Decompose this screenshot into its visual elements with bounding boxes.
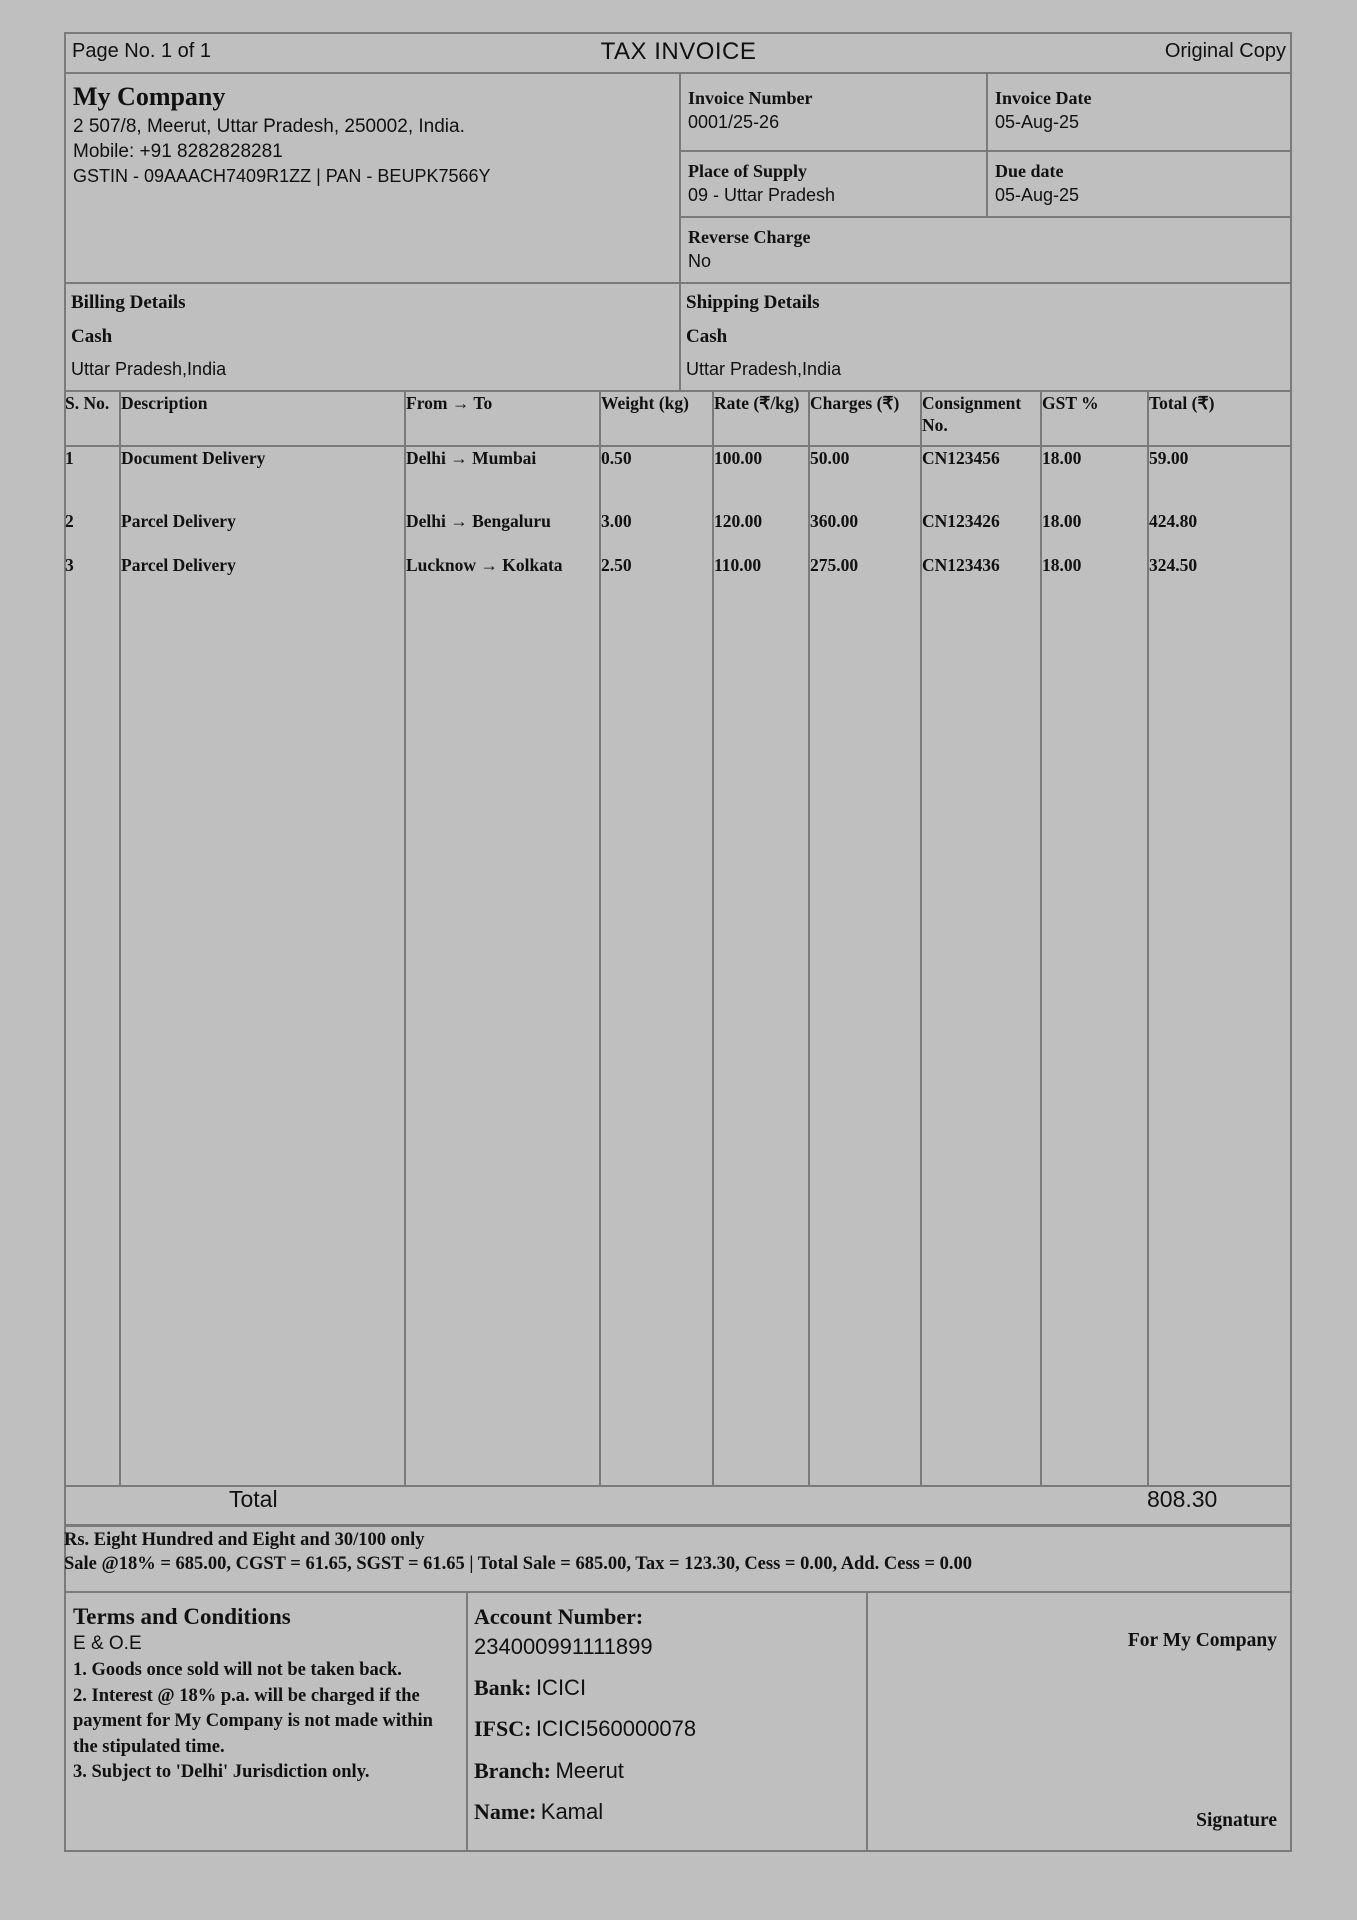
total-label: Total	[229, 1486, 278, 1512]
words-bottom-line	[64, 1591, 1292, 1593]
total-amount: 808.30	[1147, 1486, 1218, 1512]
invoice-frame	[64, 32, 1292, 1852]
company-tax-ids: GSTIN - 09AAACH7409R1ZZ | PAN - BEUPK7566Y	[73, 166, 491, 186]
col-header-route: From → To	[406, 393, 493, 413]
col-header-weight: Weight (kg)	[601, 393, 689, 413]
row-2-charges: 360.00	[810, 511, 859, 531]
row-3-route: Lucknow → Kolkata	[406, 555, 563, 575]
billing-top-divider	[64, 282, 1292, 284]
row-1-gst: 18.00	[1042, 448, 1082, 468]
amount-in-words: Rs. Eight Hundred and Eight and 30/100 only	[64, 1530, 425, 1550]
amount-summary	[64, 1528, 972, 1576]
place-of-supply: 09 - Uttar Pradesh	[688, 185, 836, 205]
terms-list	[73, 1658, 453, 1786]
billing-name: Cash	[71, 326, 113, 347]
terms-item: 3. Subject to 'Delhi' Jurisdiction only.	[73, 1762, 370, 1782]
billing-address: Uttar Pradesh,India	[71, 359, 227, 379]
billing-label: Billing Details	[71, 292, 186, 313]
row-2-sno: 2	[65, 511, 74, 531]
branch-row	[474, 1758, 624, 1784]
signature-label: Signature	[1196, 1810, 1277, 1831]
table-header-bottom-line	[64, 445, 1292, 447]
due-date: 05-Aug-25	[995, 185, 1080, 205]
col-header-sno: S. No.	[65, 393, 110, 413]
row-3-consignment: CN123436	[922, 555, 1000, 575]
row-1-weight: 0.50	[601, 448, 632, 468]
account-name-label: Name:	[474, 1799, 537, 1824]
terms-item: 2. Interest @ 18% p.a. will be charged if the payment for My Company is not made within the stipulated time.	[73, 1685, 433, 1757]
row-1-route: Delhi → Mumbai	[406, 448, 537, 468]
shipping-name: Cash	[686, 326, 728, 347]
row-3-weight: 2.50	[601, 555, 632, 575]
row-2-rate: 120.00	[714, 511, 763, 531]
footer-divider-1	[466, 1591, 468, 1852]
col-header-gst: GST %	[1042, 393, 1099, 413]
account-name: Kamal	[540, 1799, 604, 1824]
company-mobile: Mobile: +91 8282828281	[73, 141, 283, 162]
row-3-total: 324.50	[1149, 555, 1198, 575]
invoice-date-label: Invoice Date	[995, 88, 1092, 108]
row-1-total: 59.00	[1149, 448, 1189, 468]
col-header-rate: Rate (₹/kg)	[714, 393, 800, 413]
row-1-sno: 1	[65, 448, 74, 468]
col-header-charges: Charges (₹)	[810, 393, 900, 413]
row-1-consignment: CN123456	[922, 448, 1000, 468]
footer-divider-2	[866, 1591, 868, 1852]
row-2-description: Parcel Delivery	[121, 511, 236, 531]
row-3-gst: 18.00	[1042, 555, 1082, 575]
header-divider	[64, 72, 1292, 74]
branch-name: Meerut	[555, 1758, 624, 1783]
col-header-total: Total (₹)	[1149, 393, 1215, 413]
row-2-route: Delhi → Bengaluru	[406, 511, 551, 531]
page-number: Page No. 1 of 1	[72, 40, 211, 62]
account-name-row	[474, 1799, 603, 1825]
branch-label: Branch:	[474, 1758, 551, 1783]
company-address: 2 507/8, Meerut, Uttar Pradesh, 250002, India.	[73, 116, 465, 137]
billing-shipping-divider	[679, 282, 681, 390]
account-number: 234000991111899	[474, 1634, 653, 1659]
total-bottom-line	[64, 1524, 1292, 1527]
row-3-charges: 275.00	[810, 555, 859, 575]
shipping-label: Shipping Details	[686, 292, 820, 313]
bank-name: ICICI	[535, 1675, 587, 1700]
company-name: My Company	[73, 82, 226, 111]
col-header-consignment: Consignment	[922, 393, 1022, 413]
terms-heading: Terms and Conditions	[73, 1604, 291, 1629]
bank-row	[474, 1675, 586, 1701]
bank-label: Bank:	[474, 1675, 532, 1700]
account-number-label: Account Number:	[474, 1604, 644, 1629]
ifsc-label: IFSC:	[474, 1716, 532, 1741]
terms-eoe: E & O.E	[73, 1633, 142, 1654]
shipping-address: Uttar Pradesh,India	[686, 359, 842, 379]
row-2-consignment: CN123426	[922, 511, 1000, 531]
col-header-description: Description	[121, 393, 208, 413]
row-2-total: 424.80	[1149, 511, 1198, 531]
invoice-number: 0001/25-26	[688, 112, 780, 132]
row-3-sno: 3	[65, 555, 74, 575]
place-of-supply-label: Place of Supply	[688, 161, 808, 181]
reverse-charge-label: Reverse Charge	[688, 227, 811, 247]
for-company: For My Company	[1127, 1630, 1277, 1651]
row-1-rate: 100.00	[714, 448, 763, 468]
reverse-charge: No	[688, 251, 712, 271]
ifsc-row	[474, 1716, 696, 1742]
row-3-rate: 110.00	[714, 555, 762, 575]
row-2-weight: 3.00	[601, 511, 632, 531]
meta-divider-2	[679, 216, 1292, 218]
col-header-consignment-no: No.	[922, 415, 948, 435]
due-date-label: Due date	[995, 161, 1064, 181]
row-3-description: Parcel Delivery	[121, 555, 236, 575]
copy-type: Original Copy	[1164, 40, 1286, 62]
terms-item: 1. Goods once sold will not be taken back.	[73, 1660, 402, 1680]
company-meta-divider	[679, 72, 681, 282]
row-2-gst: 18.00	[1042, 511, 1082, 531]
row-1-description: Document Delivery	[121, 448, 266, 468]
invoice-date: 05-Aug-25	[995, 112, 1080, 132]
document-title: TAX INVOICE	[600, 38, 757, 65]
ifsc-code: ICICI560000078	[535, 1716, 697, 1741]
tax-summary: Sale @18% = 685.00, CGST = 61.65, SGST = 61.65 | Total Sale = 685.00, Tax = 123.30, Cess = 0.00, Add. Cess = 0.00	[64, 1554, 973, 1574]
invoice-number-label: Invoice Number	[688, 88, 813, 108]
meta-col-divider	[986, 72, 988, 216]
row-1-charges: 50.00	[810, 448, 850, 468]
